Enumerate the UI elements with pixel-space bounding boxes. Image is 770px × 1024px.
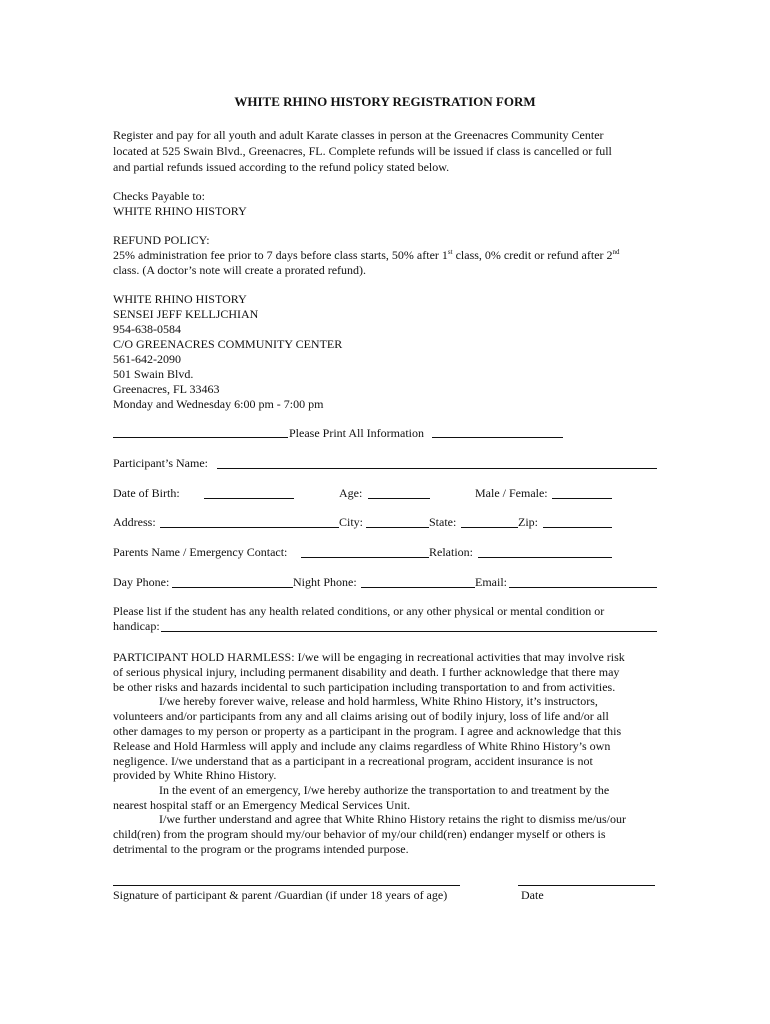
waiver-line: In the event of an emergency, I/we hereby authorize the transportation to and treatment by the: [159, 783, 610, 797]
refund-policy-line: class. (A doctor’s note will create a prorated refund).: [113, 263, 367, 277]
state-label: State:: [429, 515, 457, 529]
contact-line: Monday and Wednesday 6:00 pm - 7:00 pm: [113, 397, 324, 411]
refund-superscript: nd: [612, 248, 620, 256]
contact-line: Greenacres, FL 33463: [113, 382, 220, 396]
address-label: Address:: [113, 515, 156, 529]
zip-label: Zip:: [518, 515, 538, 529]
signature-label: Signature of participant & parent /Guardian (if under 18 years of age): [113, 888, 448, 902]
waiver-line: Release and Hold Harmless will apply and include any claims regardless of White Rhino History’s own: [113, 739, 611, 753]
handicap-label: handicap:: [113, 619, 160, 633]
waiver-line: be other risks and hazards incidental to such participation including transportation to and from activities.: [113, 680, 616, 694]
waiver-line: child(ren) from the program should my/our behavior of my/our child(ren) endanger myself or others is: [113, 827, 606, 841]
contact-line: 561-642-2090: [113, 352, 181, 366]
waiver-line: volunteers and/or participants from any and all claims arising out of bodily injury, loss of life and/or all: [113, 709, 609, 723]
intro-line: located at 525 Swain Blvd., Greenacres, FL. Complete refunds will be issued if class is cancelled or full: [113, 144, 612, 158]
night-phone-label: Night Phone:: [293, 575, 357, 589]
city-field[interactable]: [366, 527, 429, 528]
print-info-rule-right: [432, 437, 563, 438]
email-label: Email:: [475, 575, 507, 589]
email-field[interactable]: [509, 587, 657, 588]
age-label: Age:: [339, 486, 363, 500]
participant-name-field[interactable]: [217, 468, 657, 469]
contact-line: WHITE RHINO HISTORY: [113, 292, 247, 306]
date-label: Date: [521, 888, 544, 902]
waiver-line: provided by White Rhino History.: [113, 768, 277, 782]
waiver-line: I/we hereby forever waive, release and hold harmless, White Rhino History, it’s instructors,: [159, 694, 598, 708]
contact-line: 954-638-0584: [113, 322, 181, 336]
waiver-line: I/we further understand and agree that White Rhino History retains the right to dismiss me/us/our: [159, 812, 627, 826]
signature-field[interactable]: [113, 885, 460, 886]
intro-line: Register and pay for all youth and adult Karate classes in person at the Greenacres Community Center: [113, 128, 604, 142]
refund-superscript: st: [447, 248, 453, 256]
checks-payable-label: Checks Payable to:: [113, 189, 205, 203]
night-phone-field[interactable]: [361, 587, 475, 588]
dob-field[interactable]: [204, 498, 294, 499]
waiver-line: detrimental to the program or the programs intended purpose.: [113, 842, 409, 856]
participant-name-label: Participant’s Name:: [113, 456, 208, 470]
waiver-line: of serious physical injury, including permanent disability and death. I further acknowledge that there may: [113, 665, 620, 679]
dob-label: Date of Birth:: [113, 486, 180, 500]
gender-field[interactable]: [552, 498, 612, 499]
print-info-label: Please Print All Information: [289, 426, 424, 440]
zip-field[interactable]: [543, 527, 612, 528]
refund-text: class, 0% credit or refund after 2: [452, 248, 613, 262]
waiver-line: PARTICIPANT HOLD HARMLESS: I/we will be engaging in recreational activities that may involve risk: [113, 650, 625, 664]
refund-policy-line: [113, 248, 620, 263]
refund-text: 25% administration fee prior to 7 days before class starts, 50% after 1: [113, 248, 448, 262]
waiver-line: other damages to my person or property as a participant in the program. I agree and acknowledge that this: [113, 724, 622, 738]
relation-label: Relation:: [429, 545, 473, 559]
waiver-line: nearest hospital staff or an Emergency Medical Services Unit.: [113, 798, 411, 812]
gender-label: Male / Female:: [475, 486, 548, 500]
contact-line: C/O GREENACRES COMMUNITY CENTER: [113, 337, 343, 351]
city-label: City:: [339, 515, 364, 529]
day-phone-label: Day Phone:: [113, 575, 170, 589]
health-conditions-label: Please list if the student has any health related conditions, or any other physical or mental condition or: [113, 604, 605, 618]
emergency-contact-field[interactable]: [301, 557, 429, 558]
refund-policy-heading: REFUND POLICY:: [113, 233, 210, 247]
state-field[interactable]: [461, 527, 518, 528]
health-conditions-field[interactable]: [161, 631, 657, 632]
emergency-contact-label: Parents Name / Emergency Contact:: [113, 545, 288, 559]
date-field[interactable]: [518, 885, 655, 886]
contact-line: SENSEI JEFF KELLJCHIAN: [113, 307, 259, 321]
print-info-rule-left: [113, 437, 288, 438]
address-field[interactable]: [160, 527, 339, 528]
intro-line: and partial refunds issued according to the refund policy stated below.: [113, 160, 450, 174]
waiver-line: negligence. I/we understand that as a participant in a recreational program, accident insurance is not: [113, 754, 593, 768]
age-field[interactable]: [368, 498, 430, 499]
form-title: WHITE RHINO HISTORY REGISTRATION FORM: [234, 94, 536, 109]
relation-field[interactable]: [478, 557, 612, 558]
checks-payee: WHITE RHINO HISTORY: [113, 204, 247, 218]
day-phone-field[interactable]: [172, 587, 293, 588]
contact-line: 501 Swain Blvd.: [113, 367, 194, 381]
